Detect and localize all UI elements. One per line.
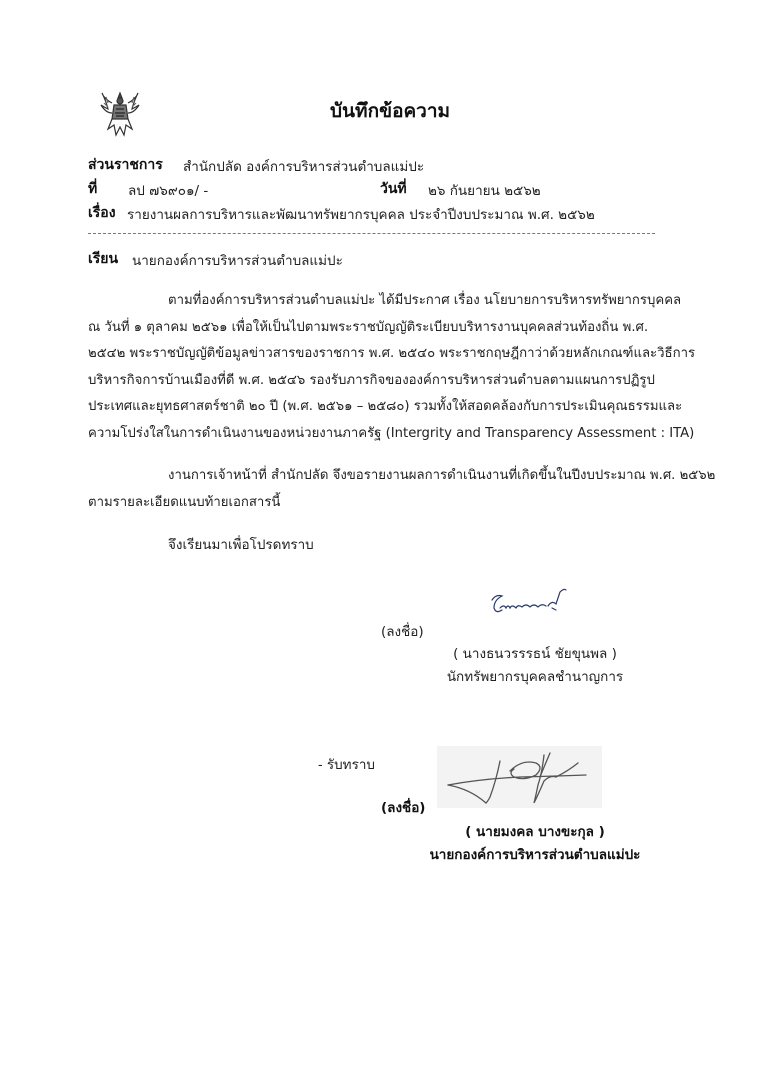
garuda-emblem-icon [98, 89, 142, 139]
paragraph-line: งานการเจ้าหน้าที่ สำนักปลัด จึงขอรายงานผลการดำเนินงานที่เกิดขึ้นในปีงบประมาณ พ.ศ. ๒๕๖๒ [168, 468, 716, 483]
signature-2-image [440, 745, 600, 809]
salutation-value: นายกองค์การบริหารส่วนตำบลแม่ปะ [132, 253, 343, 269]
department-value: สำนักปลัด องค์การบริหารส่วนตำบลแม่ปะ [183, 159, 425, 175]
date-label: วันที่ [380, 181, 407, 197]
signature-2-sign-label: (ลงชื่อ) [381, 800, 426, 816]
closing-text: จึงเรียนมาเพื่อโปรดทราบ [168, 537, 314, 553]
memo-title: บันทึกข้อความ [330, 100, 451, 122]
paragraph-line: ตามรายละเอียดแนบท้ายเอกสารนี้ [88, 494, 281, 510]
department-label: ส่วนราชการ [88, 157, 163, 173]
body-paragraph-1 [88, 288, 698, 447]
signature-2-name: ( นายมงคล บางขะกุล ) [465, 824, 605, 840]
ref-label: ที่ [88, 181, 98, 197]
subject-label: เรื่อง [88, 205, 116, 221]
paragraph-line: บริหารกิจการบ้านเมืองที่ดี พ.ศ. ๒๕๔๖ รองรับภารกิจขององค์การบริหารส่วนตำบลตามแผนการปฏิรูป [88, 372, 655, 388]
paragraph-line: ความโปร่งใสในการดำเนินงานของหน่วยงานภาครัฐ (Intergrity and Transparency Assessment : ITA) [88, 425, 695, 441]
date-value: ๒๖ กันยายน ๒๕๖๒ [428, 183, 541, 199]
header-divider [88, 233, 655, 234]
subject-value: รายงานผลการบริหารและพัฒนาทรัพยากรบุคคล ประจำปีงบประมาณ พ.ศ. ๒๕๖๒ [127, 207, 595, 223]
paragraph-line: ๒๕๔๒ พระราชบัญญัติข้อมูลข่าวสารของราชการ พ.ศ. ๒๕๔๐ พระราชกฤษฎีกาว่าด้วยหลักเกณฑ์และวิธีการ [88, 346, 696, 361]
paragraph-line: ประเทศและยุทธศาสตร์ชาติ ๒๐ ปี (พ.ศ. ๒๕๖๑ – ๒๕๘๐) รวมทั้งให้สอดคล้องกับการประเมินคุณธรรมและ [88, 399, 683, 414]
acknowledge-text: - รับทราบ [318, 757, 375, 773]
signature-1-position: นักทรัพยากรบุคคลชำนาญการ [446, 669, 624, 685]
signature-1-name: ( นางธนวรรรธน์ ชัยขุนพล ) [453, 646, 617, 662]
signature-2-position: นายกองค์การบริหารส่วนตำบลแม่ปะ [429, 847, 641, 863]
signature-1-sign-label: (ลงชื่อ) [381, 624, 424, 640]
body-paragraph-2 [88, 463, 716, 516]
salutation-label: เรียน [88, 251, 119, 267]
paragraph-line: ตามที่องค์การบริหารส่วนตำบลแม่ปะ ได้มีประกาศ เรื่อง นโยบายการบริหารทรัพยากรบุคคล [168, 293, 682, 308]
paragraph-line: ณ วันที่ ๑ ตุลาคม ๒๕๖๑ เพื่อให้เป็นไปตามพระราชบัญญัติระเบียบบริหารงานบุคคลส่วนท้องถิ่น พ.ศ. [88, 319, 649, 335]
signature-1-image [486, 586, 570, 622]
ref-value: ลป ๗๖๙๐๑/ - [128, 183, 209, 199]
